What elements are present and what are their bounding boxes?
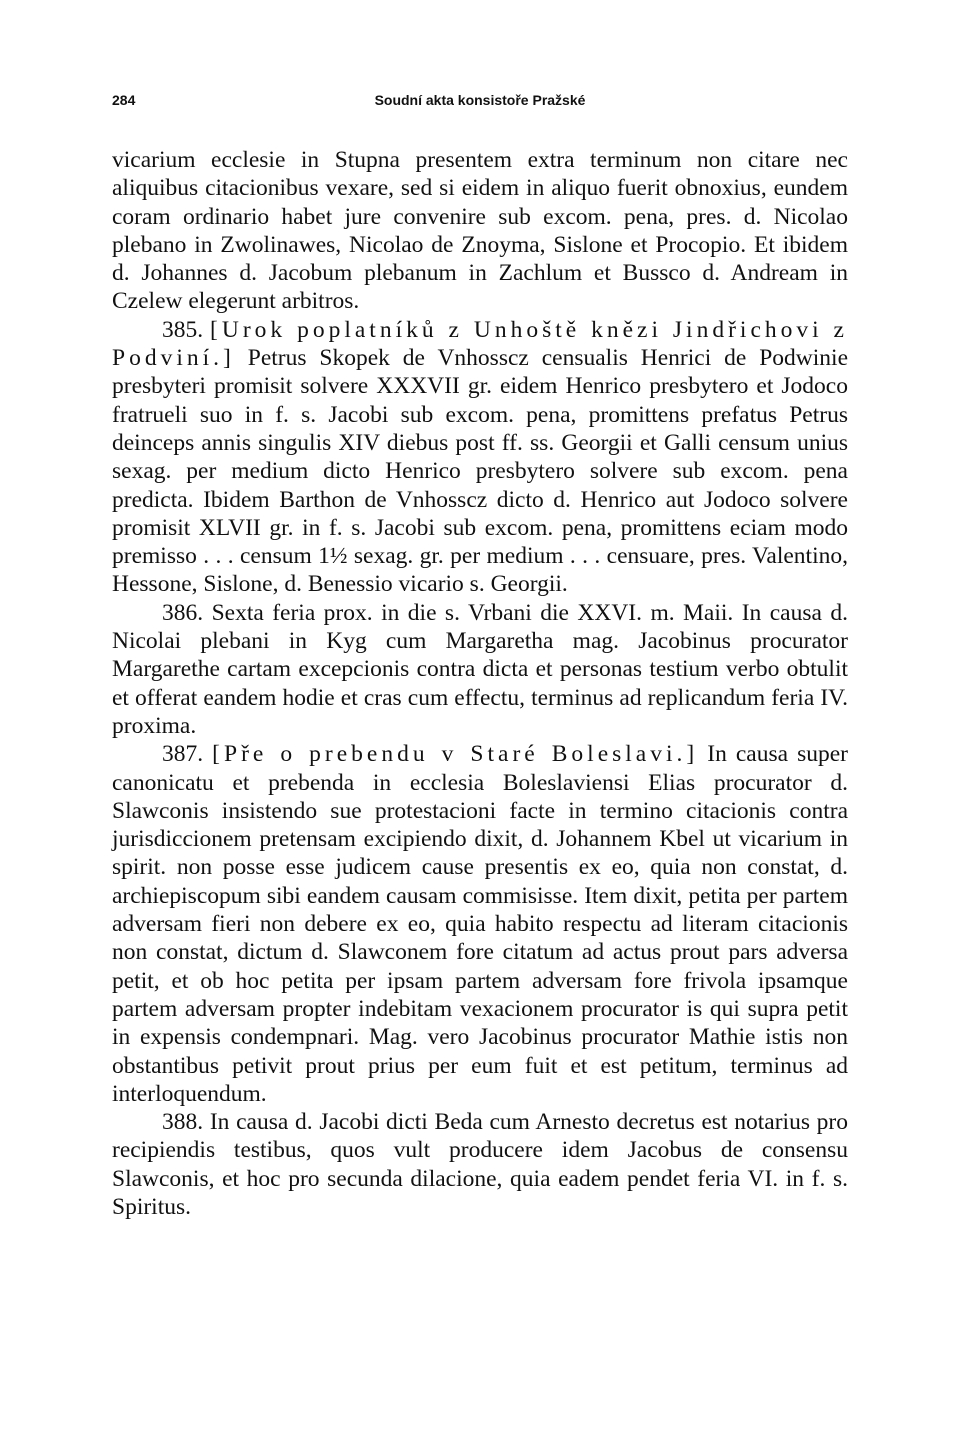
entry-387: [112, 740, 848, 1108]
document-page: [112, 92, 848, 1221]
page-header: [112, 92, 848, 116]
entry-heading: [Urok poplatníků z Unhoště knězi Jindřichovi z Podviní.]: [112, 316, 848, 372]
entry-385: [112, 316, 848, 599]
entry-heading: [Pře o prebendu v Staré Boleslavi.]: [212, 741, 699, 768]
entry-number: 387.: [162, 741, 204, 768]
entry-388: [112, 1108, 848, 1221]
entry-number: 386.: [162, 599, 204, 626]
paragraph-text: vicarium ecclesie in Stupna presentem extra terminum non citare nec aliquibus citacionibus vexare, sed si eidem in aliquo fuerit obnoxius, eundem coram ordinario habet jure convenire sub excom. pena, pres. d. Nicolao plebano in Zwolinawes, Nicolao de Znoyma, Sislone et Procopio. Et ibidem d. Johannes d. Jacobum plebanum in Zachlum et Bussco d. Andream in Czelew elegerunt arbitros.: [112, 147, 848, 315]
continued-paragraph: [112, 146, 848, 316]
entry-text: In causa super canonicatu et prebenda in ecclesia Boleslaviensi Elias procurator d. Slawconis insistendo sue protestacioni facte in termino citacionis contra jurisdiccionem pretensam excipiendo dixit, d. Johannem Kbel ut vicarium in spirit. non posse esse judicem cause presentis ex eo, quia non constat, d. archiepiscopum sibi eandem causam commisisse. Item dixit, petita per partem adversam fieri non debere ex eo, quia habito respectu ad literam citacionis non constat, dictum d. Slawconem fore citatum ad actus prout pars adversa petit, et ob hoc petita per ipsam partem adversam fore frivola ipsamque partem adversam propter indebitam vexacionem procurator is qui supra petit in expensis condempnari. Mag. vero Jacobinus procurator Mathie istis non obstantibus petivit prout prius per eum fuit et est petitum, terminus ad interloquendum.: [112, 741, 849, 1107]
entry-number: 388.: [162, 1109, 204, 1136]
entry-text: Sexta feria prox. in die s. Vrbani die XXVI. m. Maii. In causa d. Nicolai plebani in Kyg cum Margaretha mag. Jacobinus procurator Margarethe cartam excepcionis contra dicta et personas testium verbo obtulit et offerat eandem hodie et cras cum effectu, terminus ad replicandum feria IV. proxima.: [112, 599, 848, 739]
running-title: Soudní akta konsistoře Pražské: [374, 92, 586, 108]
entry-text: In causa d. Jacobi dicti Beda cum Arnesto decretus est notarius pro recipiendis testibus, quos vult producere idem Jacobus de consensu Slawconis, et hoc pro secunda dilacione, quia eadem pendet feria VI. in f. s. Spiritus.: [112, 1109, 848, 1220]
entry-number: 385.: [162, 316, 204, 343]
entry-386: [112, 599, 848, 740]
document-body: [112, 146, 848, 1221]
page-number: 284: [112, 92, 136, 108]
entry-text: Petrus Skopek de Vnhosscz censualis Henrici de Podwinie presbyteri promisit solvere XXXVII gr. eidem Henrico presbytero et Jodoco fratrueli suo in f. s. Jacobi sub excom. pena, promittens prefatus Petrus deinceps annis singulis XIV diebus post ff. ss. Georgii et Galli censum unius sexag. per medium dicto Henrico presbytero solvere sub excom. pena predicta. Ibidem Barthon de Vnhosscz dicto d. Henrico aut Jodoco solvere promisit XLVII gr. in f. s. Jacobi sub excom. pena, promittens eciam modo premisso . . . censum 1½ sexag. gr. per medium . . . censuare, pres. Valentino, Hessone, Sislone, d. Benessio vicario s. Georgii.: [112, 345, 848, 598]
